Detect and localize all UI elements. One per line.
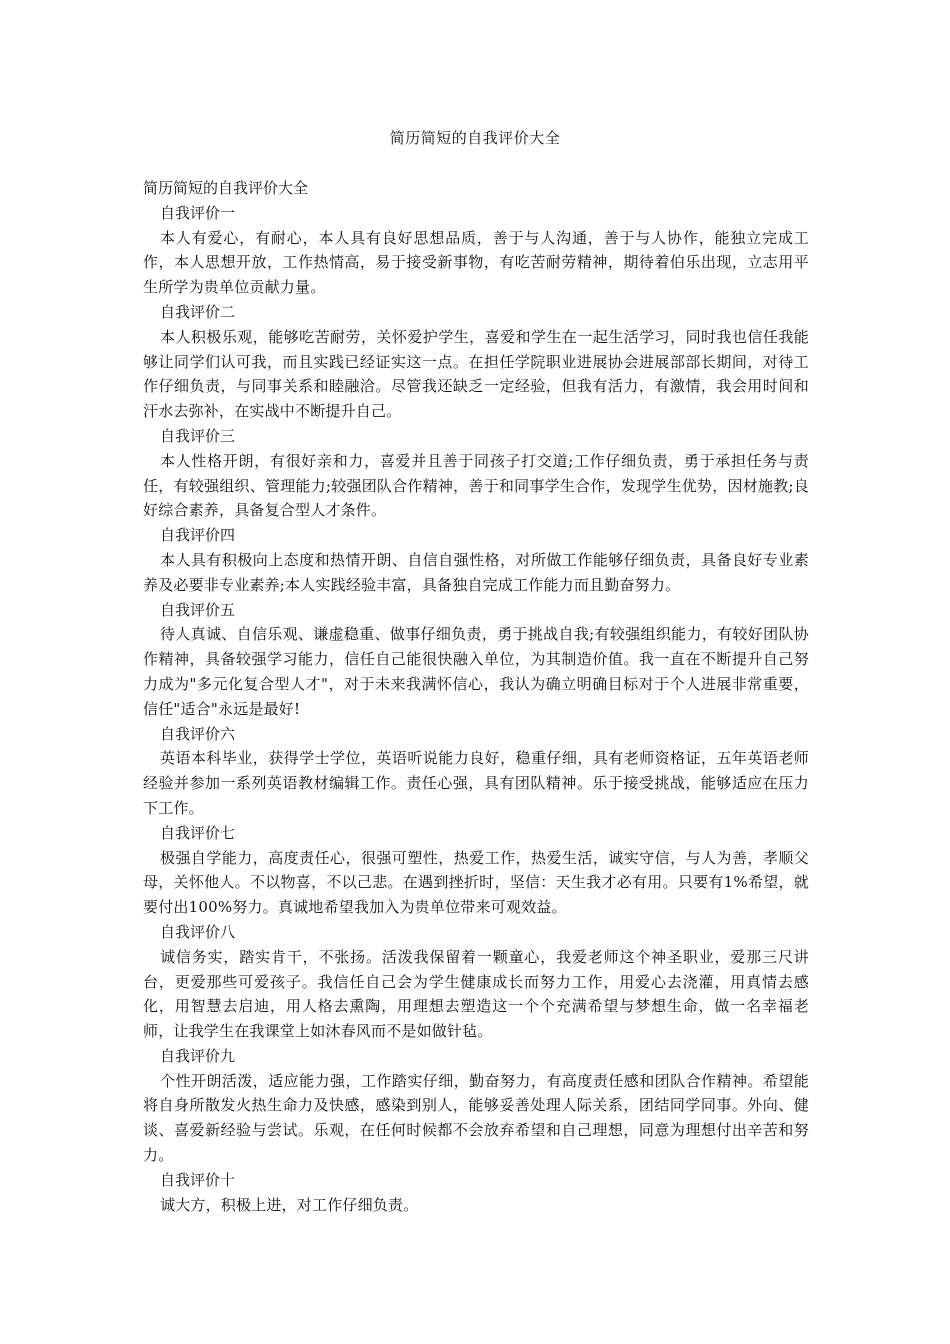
section-heading-4: 自我评价四 (160, 526, 236, 545)
section-heading-8: 自我评价八 (160, 922, 236, 941)
section-body-2: 本人积极乐观，能够吃苦耐劳，关怀爱护学生，喜爱和学生在一起生活学习，同时我也信任我能够让同学们认可我，而且实践已经证实这一点。在担任学院职业进展协会进展部部长期间，对待工作仔细负责，与同事关系和睦融洽。尽管我还缺乏一定经验，但我有活力，有激情，我会用时间和汗水去弥补，在实战中不断提升自己。 (143, 327, 809, 421)
section-heading-5: 自我评价五 (160, 600, 236, 619)
section-heading-6: 自我评价六 (160, 724, 236, 743)
section-body-5: 待人真诚、自信乐观、谦虚稳重、做事仔细负责，勇于挑战自我;有较强组织能力，有较好团队协作精神，具备较强学习能力，信任自己能很快融入单位，为其制造价值。我一直在不断提升自己努力成为"多元化复合型人才"，对于未来我满怀信心，我认为确立明确目标对于个人进展非常重要，信任"适合"永远是最好! (143, 625, 809, 718)
section-body-3: 本人性格开朗，有很好亲和力，喜爱并且善于同孩子打交道;工作仔细负责，勇于承担任务与责任，有较强组织、管理能力;较强团队合作精神，善于和同事学生合作，发现学生优势，因材施教;良好综合素养，具备复合型人才条件。 (143, 451, 809, 520)
section-body-8: 诚信务实，踏实肯干，不张扬。活泼我保留着一颗童心，我爱老师这个神圣职业，爱那三尺讲台，更爱那些可爱孩子。我信任自己会为学生健康成长而努力工作，用爱心去浇灌，用真情去感化，用智慧去启迪，用人格去熏陶，用理想去塑造这一个个充满希望与梦想生命，做一名幸福老师，让我学生在我课堂上如沐春风而不是如做针毡。 (143, 947, 809, 1041)
section-body-4: 本人具有积极向上态度和热情开朗、自信自强性格，对所做工作能够仔细负责，具备良好专业素养及必要非专业素养;本人实践经验丰富，具备独自完成工作能力而且勤奋努力。 (143, 550, 809, 594)
section-heading-10: 自我评价十 (160, 1170, 236, 1189)
document-content (143, 176, 809, 1217)
section-heading-1: 自我评价一 (160, 203, 236, 222)
section-heading-9: 自我评价九 (160, 1046, 236, 1065)
section-body-1: 本人有爱心，有耐心，本人具有良好思想品质，善于与人沟通，善于与人协作，能独立完成工作，本人思想开放，工作热情高，易于接受新事物，有吃苦耐劳精神，期待着伯乐出现，立志用平生所学为贵单位贡献力量。 (143, 228, 809, 297)
section-heading-7: 自我评价七 (160, 823, 236, 842)
section-body-9: 个性开朗活泼，适应能力强，工作踏实仔细，勤奋努力，有高度责任感和团队合作精神。希望能将自身所散发火热生命力及快感，感染到别人，能够妥善处理人际关系，团结同学同事。外向、健谈、喜爱新经验与尝试。乐观，在任何时候都不会放弃希望和自己理想，同意为理想付出辛苦和努力。 (143, 1071, 809, 1165)
section-heading-2: 自我评价二 (160, 302, 236, 321)
section-body-7: 极强自学能力，高度责任心，很强可塑性，热爱工作，热爱生活，诚实守信，与人为善，孝顺父母，关怀他人。不以物喜，不以己悲。在遇到挫折时，坚信：天生我才必有用。只要有1%希望，就要付出100%努力。真诚地希望我加入为贵单位带来可观效益。 (143, 848, 809, 917)
document-title: 简历简短的自我评价大全 (389, 129, 561, 147)
document-subtitle: 简历简短的自我评价大全 (143, 179, 309, 197)
section-body-10: 诚大方，积极上进，对工作仔细负责。 (160, 1195, 419, 1214)
section-body-6: 英语本科毕业，获得学士学位，英语听说能力良好，稳重仔细，具有老师资格证，五年英语老师经验并参加一系列英语教材编辑工作。责任心强，具有团队精神。乐于接受挑战，能够适应在压力下工作。 (143, 749, 809, 817)
section-heading-3: 自我评价三 (160, 426, 236, 445)
